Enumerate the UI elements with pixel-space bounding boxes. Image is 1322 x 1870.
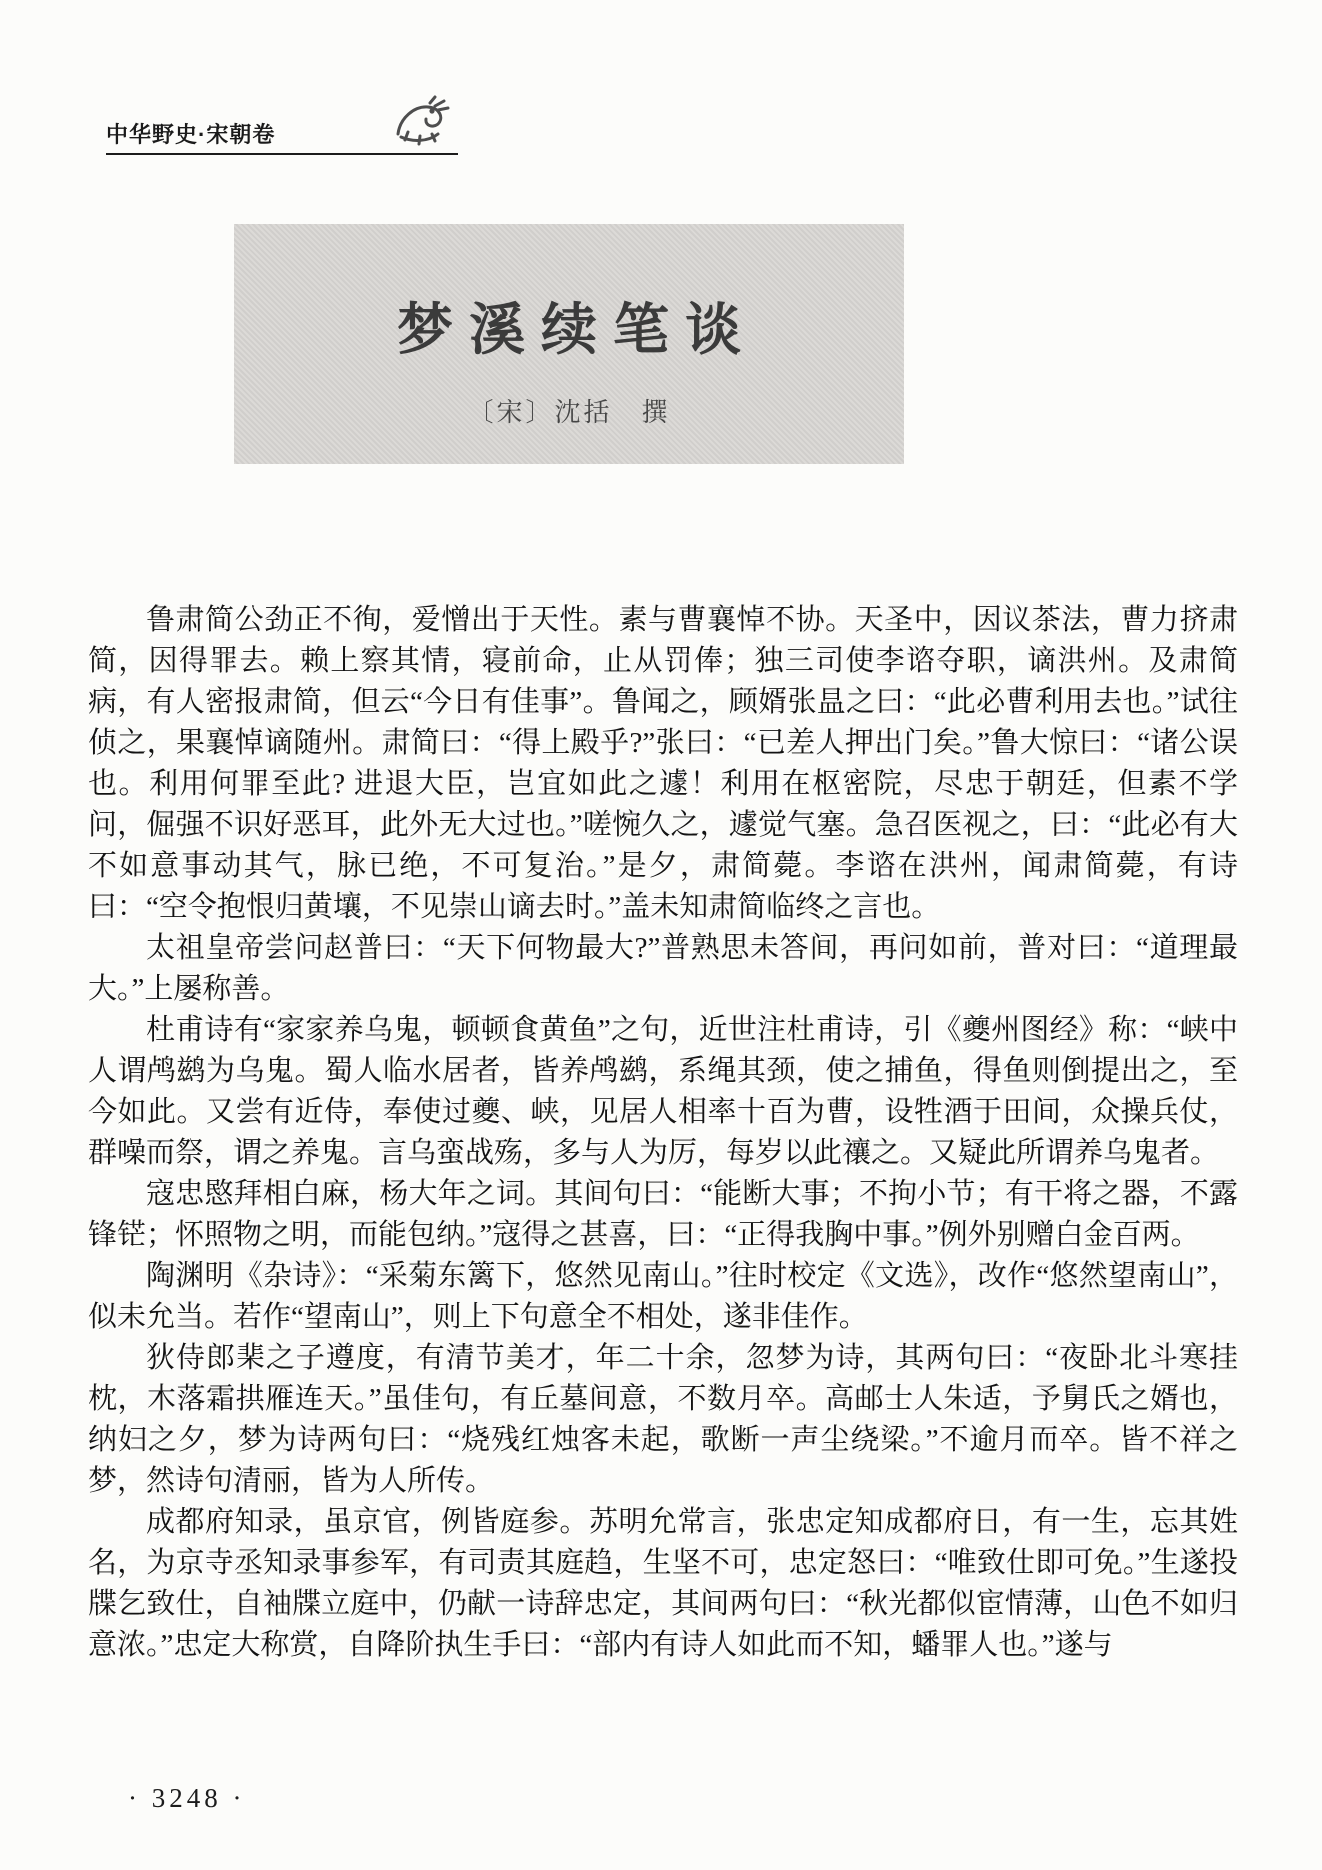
- paragraph: 杜甫诗有“家家养乌鬼，顿顿食黄鱼”之句，近世注杜甫诗，引《夔州图经》称：“峡中人谓鸬鹚为乌鬼。蜀人临水居者，皆养鸬鹚，系绳其颈，使之捕鱼，得鱼则倒提出之，至今如此。又尝有近侍，奉使过夔、峡，见居人相率十百为曹，设牲酒于田间，众操兵仗，群噪而祭，谓之养鬼。言乌蛮战殇，多与人为厉，每岁以此禳之。又疑此所谓养乌鬼者。: [88, 1014, 1238, 1169]
- body-text: [88, 600, 1238, 1666]
- title-block: [234, 224, 904, 464]
- page-title: 梦溪续笔谈: [397, 300, 757, 362]
- page-number: · 3248 ·: [128, 1783, 246, 1813]
- paragraph: 成都府知录，虽京官，例皆庭参。苏明允常言，张忠定知成都府日，有一生，忘其姓名，为京寺丞知录事参军，有司责其庭趋，生坚不可，忠定怒曰：“唯致仕即可免。”生遂投牒乞致仕，自袖牒立庭中，仍献一诗辞忠定，其间两句曰：“秋光都似宦情薄，山色不如归意浓。”忠定大称赏，自降阶执生手曰：“部内有诗人如此而不知，蟠罪人也。”遂与: [88, 1506, 1238, 1661]
- dragon-seal-icon: [388, 94, 452, 148]
- author-byline: 〔宋〕沈括 撰: [467, 398, 671, 427]
- header-rule: [106, 153, 458, 155]
- paragraph: 陶渊明《杂诗》：“采菊东篱下，悠然见南山。”往时校定《文选》，改作“悠然望南山”，似未允当。若作“望南山”，则上下句意全不相处，遂非佳作。: [88, 1260, 1238, 1333]
- paragraph: 鲁肃简公劲正不徇，爱憎出于天性。素与曹襄悼不协。天圣中，因议茶法，曹力挤肃简，因得罪去。赖上察其情，寝前命，止从罚俸；独三司使李谘夺职，谪洪州。及肃简病，有人密报肃简，但云“今日有佳事”。鲁闻之，顾婿张昷之曰：“此必曹利用去也。”试往侦之，果襄悼谪随州。肃简曰：“得上殿乎?”张曰：“已差人押出门矣。”鲁大惊曰：“诸公误也。利用何罪至此? 进退大臣，岂宜如此之遽！利用在枢密院，尽忠于朝廷，但素不学问，倔强不识好恶耳，此外无大过也。”嗟惋久之，遽觉气塞。急召医视之，曰：“此必有大不如意事动其气，脉已绝，不可复治。”是夕，肃简薨。李谘在洪州，闻肃简薨，有诗曰：“空令抱恨归黄壤，不见崇山谪去时。”盖未知肃简临终之言也。: [88, 604, 1238, 923]
- paragraph: 太祖皇帝尝问赵普曰：“天下何物最大?”普熟思未答间，再问如前，普对曰：“道理最大。”上屡称善。: [88, 932, 1238, 1005]
- series-title: 中华野史·宋朝卷: [106, 122, 276, 147]
- paragraph: 寇忠愍拜相白麻，杨大年之词。其间句曰：“能断大事；不拘小节；有干将之器，不露锋铓；怀照物之明，而能包纳。”寇得之甚喜，曰：“正得我胸中事。”例外别赠白金百两。: [88, 1178, 1238, 1251]
- paragraph: 狄侍郎棐之子遵度，有清节美才，年二十余，忽梦为诗，其两句曰：“夜卧北斗寒挂枕，木落霜拱雁连天。”虽佳句，有丘墓间意，不数月卒。高邮士人朱适，予舅氏之婿也，纳妇之夕，梦为诗两句曰：“烧残红烛客未起，歌断一声尘绕梁。”不逾月而卒。皆不祥之梦，然诗句清丽，皆为人所传。: [88, 1342, 1238, 1497]
